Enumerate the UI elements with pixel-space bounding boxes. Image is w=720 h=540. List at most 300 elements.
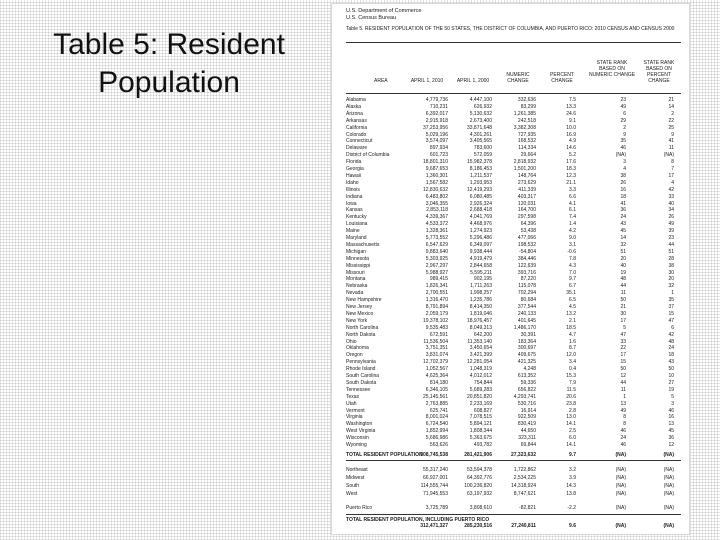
table-cell: 71,945,553 xyxy=(422,490,448,497)
grand-total-label: TOTAL RESIDENT POPULATION, INCLUDING PUERTO RICO xyxy=(346,516,490,523)
table-cell: 6,080,485 xyxy=(469,193,492,200)
table-cell: 6.6 xyxy=(569,193,576,200)
table-cell: Rhode Island xyxy=(346,366,376,373)
table-cell: (NA) xyxy=(615,474,626,481)
table-cell: 5,595,211 xyxy=(470,269,492,276)
table-cell: (NA) xyxy=(615,504,626,511)
table-cell: 168,532 xyxy=(517,138,536,145)
table-cell: 4,041,769 xyxy=(469,214,492,221)
table-cell: 13.0 xyxy=(566,414,576,421)
table-cell: 377,544 xyxy=(517,304,536,310)
table-cell: 11,536,504 xyxy=(423,338,448,345)
table-cell: 20.6 xyxy=(566,393,576,400)
table-cell: 6.7 xyxy=(569,283,576,290)
table-cell: 4,339,367 xyxy=(425,214,448,221)
table-cell: 297,598 xyxy=(517,214,536,221)
table-cell: Puerto Rico xyxy=(346,504,373,511)
table-cell: 1,486,170 xyxy=(513,324,536,331)
table-cell: 563,626 xyxy=(429,442,448,448)
table-cell: 0.4 xyxy=(569,366,576,373)
table-cell: Tennessee xyxy=(346,386,371,393)
table-cell: 1.6 xyxy=(569,338,576,345)
table-cell: 9.6 xyxy=(569,522,576,529)
table-cell: 702,294 xyxy=(517,290,536,297)
table-cell: 3,808,610 xyxy=(469,504,492,511)
table-cell: 1,328,361 xyxy=(425,228,448,235)
table-cell: 3.3 xyxy=(569,186,576,193)
table-cell: 9,938,444 xyxy=(469,248,492,255)
table-cell: 672,591 xyxy=(429,331,448,338)
table-cell: Iowa xyxy=(346,200,357,207)
table-cell: 285,230,516 xyxy=(464,522,492,529)
table-cell: 12 xyxy=(668,442,674,448)
table-cell: Arkansas xyxy=(346,117,367,124)
table-cell: 2,763,885 xyxy=(425,400,448,407)
table-cell: 6 xyxy=(671,324,674,331)
col-header-numeric-change: NUMERIC CHANGE xyxy=(506,72,530,84)
table-cell: 530,716 xyxy=(517,400,536,407)
table-cell: 87,220 xyxy=(520,276,536,283)
table-cell: 1,261,385 xyxy=(513,110,536,117)
table-cell: 48 xyxy=(668,338,674,345)
table-cell: 29,664 xyxy=(520,152,536,159)
table-cell: 332,636 xyxy=(517,97,536,103)
table-cell: 11,353,140 xyxy=(467,338,492,345)
table-cell: 9 xyxy=(671,131,674,138)
table-cell: 1,567,582 xyxy=(425,179,448,186)
table-cell: 1,048,319 xyxy=(469,366,492,373)
table-cell: 2,059,179 xyxy=(425,310,448,317)
table-cell: 4.9 xyxy=(569,138,576,145)
table-cell: 3,421,399 xyxy=(469,352,492,359)
table-cell: 114,334 xyxy=(518,145,536,152)
table-cell: 4 xyxy=(671,179,674,186)
table-cell: Alaska xyxy=(346,103,362,110)
table-cell: 20,851,820 xyxy=(466,393,492,400)
table-cell: 15 xyxy=(668,310,674,317)
table-cell: 18,976,457 xyxy=(466,317,492,324)
table-cell: 4,293,741 xyxy=(513,393,536,400)
table-cell: 2,233,169 xyxy=(469,400,492,407)
table-cell: 11 xyxy=(668,145,674,152)
table-cell: 13.8 xyxy=(566,490,576,497)
table-cell: 3,751,351 xyxy=(425,345,448,352)
table-cell: 122,639 xyxy=(517,262,536,269)
table-cell: Texas xyxy=(346,393,360,400)
table-cell: 47 xyxy=(668,317,674,324)
table-cell: 33,871,648 xyxy=(466,124,492,131)
table-cell: 9.0 xyxy=(569,235,576,241)
table-cell: 9.7 xyxy=(569,451,576,458)
table-cell: 14 xyxy=(620,235,626,241)
table-cell: 1,211,537 xyxy=(470,172,492,179)
table-cell: Arizona xyxy=(346,110,363,117)
table-cell: 11 xyxy=(620,290,626,297)
table-cell: 15.3 xyxy=(566,373,576,379)
table-cell: 24.6 xyxy=(566,110,576,117)
table-cell: 42 xyxy=(668,331,674,338)
table-cell: 3.9 xyxy=(569,474,576,481)
bureau-name: U.S. Census Bureau xyxy=(346,15,397,21)
table-cell: 4,533,372 xyxy=(425,221,448,228)
table-cell: 17 xyxy=(668,172,674,179)
table-cell: 16.9 xyxy=(566,131,576,138)
table-cell: 1 xyxy=(671,290,674,297)
table-cell: 17.6 xyxy=(566,159,576,166)
col-header-rank-percent: STATE RANK BASED ON PERCENT CHANGE xyxy=(643,60,675,84)
table-cell: Mississippi xyxy=(346,262,371,269)
table-cell: 3.2 xyxy=(569,466,576,473)
table-cell: 2 xyxy=(623,124,626,131)
table-cell: 12.0 xyxy=(566,352,576,359)
table-cell: 989,415 xyxy=(429,276,448,283)
table-cell: 44 xyxy=(668,241,674,248)
table-cell: 3 xyxy=(671,400,674,407)
agency-name: U.S. Department of Commerce xyxy=(346,8,422,14)
table-cell: 5,689,283 xyxy=(469,386,492,393)
table-cell: 3 xyxy=(623,159,626,166)
table-cell: 4,301,261 xyxy=(469,131,492,138)
table-cell: 21 xyxy=(620,304,626,310)
table-cell: 477,066 xyxy=(517,235,536,241)
table-cell: 8,747,621 xyxy=(513,490,536,497)
table-cell: 28 xyxy=(668,255,674,262)
table-cell: 36 xyxy=(620,207,626,214)
table-cell: 46 xyxy=(620,145,626,152)
table-cell: 8,186,453 xyxy=(469,166,492,172)
section-rule xyxy=(346,514,681,515)
table-cell: 5,894,121 xyxy=(469,421,492,428)
table-cell: 2,673,400 xyxy=(469,117,492,124)
table-cell: 30 xyxy=(668,269,674,276)
table-cell: 19 xyxy=(668,386,674,393)
table-cell: 34 xyxy=(668,207,674,214)
table-cell: Illinois xyxy=(346,186,360,193)
table-cell: 45 xyxy=(620,228,626,235)
table-cell: 12,702,379 xyxy=(422,359,448,366)
table-cell: 17 xyxy=(620,317,626,324)
table-cell: 642,200 xyxy=(473,331,492,338)
table-cell: 754,844 xyxy=(473,379,492,386)
table-cell: 1,998,257 xyxy=(469,290,492,297)
table-cell: Washington xyxy=(346,421,373,428)
table-cell: 4 xyxy=(623,166,626,172)
table-cell: 47 xyxy=(620,331,626,338)
col-header-rank-numeric: STATE RANK BASED ON NUMERIC CHANGE xyxy=(588,60,636,78)
table-row xyxy=(346,475,686,482)
table-cell: South Dakota xyxy=(346,379,377,386)
table-cell: District of Columbia xyxy=(346,152,390,159)
table-cell: 5,686,986 xyxy=(425,435,448,442)
table-cell: 5,303,925 xyxy=(425,255,448,262)
table-cell: 3.4 xyxy=(569,359,576,366)
table-cell: 45 xyxy=(668,428,674,435)
table-cell: 613,352 xyxy=(517,373,536,379)
table-cell: 12,281,054 xyxy=(466,359,492,366)
table-cell: 50 xyxy=(620,366,626,373)
table-cell: 12,419,293 xyxy=(466,186,492,193)
table-cell: 8 xyxy=(623,421,626,428)
table-cell: 164,700 xyxy=(517,207,536,214)
table-cell: 9.1 xyxy=(569,117,576,124)
table-cell: (NA) xyxy=(615,451,626,458)
table-cell: Louisiana xyxy=(346,221,368,228)
table-cell: 41 xyxy=(620,200,626,207)
table-cell: 29 xyxy=(620,117,626,124)
table-cell: 1,052,567 xyxy=(425,366,448,373)
table-cell: 1,501,200 xyxy=(513,166,536,172)
slide-title: Table 5: Resident Population xyxy=(53,28,285,99)
table-cell: Indiana xyxy=(346,193,363,200)
table-row xyxy=(346,505,686,512)
table-cell: 902,195 xyxy=(473,276,492,283)
table-caption: Table 5. RESIDENT POPULATION OF THE 50 STATES, THE DISTRICT OF COLUMBIA, AND PUERTO RICO: 2010 CENSUS AND CENSUS 2000 xyxy=(346,26,675,32)
table-cell: 16,914 xyxy=(520,407,536,414)
table-cell: 13 xyxy=(620,400,626,407)
table-cell: 21 xyxy=(668,97,674,103)
table-cell: (NA) xyxy=(663,504,674,511)
table-cell: 6,483,802 xyxy=(425,193,448,200)
table-cell: 6,724,540 xyxy=(425,421,448,428)
table-cell: 384,446 xyxy=(517,255,536,262)
table-cell: 24 xyxy=(620,435,626,442)
table-cell: 2 xyxy=(671,110,674,117)
table-cell: 5,773,552 xyxy=(425,235,448,241)
table-cell: Nevada xyxy=(346,290,364,297)
table-cell: 5.2 xyxy=(569,152,576,159)
table-cell: (NA) xyxy=(663,474,674,481)
table-cell: 83,299 xyxy=(520,103,536,110)
table-cell: 401,645 xyxy=(517,317,536,324)
table-cell: 44 xyxy=(620,379,626,386)
table-cell: 18.3 xyxy=(566,166,576,172)
table-cell: 922,509 xyxy=(517,414,536,421)
table-cell: 4,012,012 xyxy=(469,373,492,379)
table-cell: -2.2 xyxy=(567,504,576,511)
table-cell: Kentucky xyxy=(346,214,367,221)
table-cell: (NA) xyxy=(663,482,674,489)
table-cell: Montana xyxy=(346,276,366,283)
table-cell: 3,382,308 xyxy=(513,124,536,131)
table-cell: 2,915,918 xyxy=(425,117,448,124)
table-cell: 1,316,470 xyxy=(425,297,448,304)
table-cell: 59,336 xyxy=(520,379,536,386)
table-cell: 5,988,927 xyxy=(425,269,448,276)
table-cell: Michigan xyxy=(346,248,367,255)
table-cell: 300,697 xyxy=(517,345,536,352)
table-cell: 4.1 xyxy=(569,200,576,207)
caption-rule xyxy=(346,42,681,43)
table-cell: Delaware xyxy=(346,145,368,152)
table-cell: 46 xyxy=(620,428,626,435)
table-cell: 4.2 xyxy=(569,228,576,235)
table-cell: 32 xyxy=(668,283,674,290)
table-cell: 50 xyxy=(620,297,626,304)
table-cell: 626,932 xyxy=(473,103,492,110)
table-cell: 114,555,744 xyxy=(420,482,448,489)
table-cell: Midwest xyxy=(346,474,365,481)
table-cell: 4.3 xyxy=(569,262,576,269)
table-cell: 115,078 xyxy=(518,283,536,290)
table-cell: 26 xyxy=(620,179,626,186)
table-cell: 30 xyxy=(620,310,626,317)
table-cell: -54,804 xyxy=(519,248,536,255)
table-cell: 1.4 xyxy=(569,221,576,228)
table-cell: 41 xyxy=(668,138,674,145)
table-cell: (NA) xyxy=(615,152,626,159)
table-cell: 710,231 xyxy=(429,103,448,110)
table-cell: 40 xyxy=(668,200,674,207)
table-cell: 55,317,240 xyxy=(422,466,448,473)
table-cell: 14,318,924 xyxy=(510,482,536,489)
table-cell: Utah xyxy=(346,400,357,407)
table-cell: 69,844 xyxy=(520,442,536,448)
table-cell: (NA) xyxy=(615,522,626,529)
table-cell: 17 xyxy=(620,352,626,359)
table-cell: 2,688,418 xyxy=(469,207,492,214)
table-cell: North Dakota xyxy=(346,331,376,338)
table-cell: 5,130,632 xyxy=(469,110,492,117)
table-cell: 19,378,102 xyxy=(422,317,448,324)
table-cell: 2,967,297 xyxy=(425,262,448,269)
table-cell: 12,830,632 xyxy=(422,186,448,193)
table-cell: 11 xyxy=(620,386,626,393)
table-cell: 9 xyxy=(623,131,626,138)
table-cell: 7.4 xyxy=(569,214,576,221)
table-cell: 16 xyxy=(668,414,674,421)
table-cell: 39 xyxy=(668,228,674,235)
table-cell: 4,248 xyxy=(523,366,536,373)
table-cell: 601,723 xyxy=(429,152,448,159)
table-cell: 7.5 xyxy=(569,97,576,103)
table-cell: 4,447,100 xyxy=(469,97,492,103)
table-cell: 4,779,736 xyxy=(425,97,448,103)
table-cell: Idaho xyxy=(346,179,359,186)
table-cell: 3,405,565 xyxy=(469,138,492,145)
table-cell: 273,629 xyxy=(517,179,536,186)
table-cell: 25 xyxy=(668,124,674,131)
table-cell: 3,450,654 xyxy=(469,345,492,352)
table-cell: 18 xyxy=(668,352,674,359)
table-cell: 7.0 xyxy=(569,269,576,276)
table-cell: 5 xyxy=(671,393,674,400)
table-cell: Virginia xyxy=(346,414,363,421)
table-cell: Georgia xyxy=(346,166,364,172)
table-cell: 25,145,561 xyxy=(422,393,448,400)
table-cell: 198,532 xyxy=(517,241,536,248)
table-cell: 2.5 xyxy=(569,428,576,435)
table-cell: 16 xyxy=(620,186,626,193)
table-cell: 36 xyxy=(668,435,674,442)
table-cell: 24 xyxy=(668,345,674,352)
table-cell: 4.7 xyxy=(569,331,576,338)
table-cell: 64,396 xyxy=(520,221,536,228)
table-cell: 53,594,378 xyxy=(466,466,492,473)
table-cell: 240,133 xyxy=(517,310,536,317)
table-cell: 8 xyxy=(623,414,626,421)
table-cell: 493,782 xyxy=(473,442,492,448)
table-cell: 727,935 xyxy=(517,131,536,138)
table-cell: 625,741 xyxy=(429,407,448,414)
table-cell: 7,078,515 xyxy=(469,414,492,421)
table-cell: Kansas xyxy=(346,207,363,214)
table-cell: 1,360,301 xyxy=(425,172,448,179)
table-cell: 49 xyxy=(620,407,626,414)
table-cell: Maine xyxy=(346,228,360,235)
table-cell: 1,274,923 xyxy=(469,228,492,235)
table-cell: 49 xyxy=(620,103,626,110)
table-row xyxy=(346,491,686,498)
table-cell: 1,235,786 xyxy=(469,297,492,304)
table-cell: 120,031 xyxy=(517,200,536,207)
table-cell: 30,391 xyxy=(520,331,536,338)
table-cell: 7.8 xyxy=(569,255,576,262)
table-cell: -82,821 xyxy=(519,504,536,511)
table-cell: Maryland xyxy=(346,235,367,241)
table-cell: 38 xyxy=(668,262,674,269)
table-cell: 7.9 xyxy=(569,379,576,386)
table-cell: Colorado xyxy=(346,131,367,138)
table-cell: 38 xyxy=(620,172,626,179)
table-cell: 1 xyxy=(623,393,626,400)
table-cell: 20 xyxy=(668,276,674,283)
table-row xyxy=(346,442,686,449)
table-cell: 656,822 xyxy=(517,386,536,393)
col-header-2010: APRIL 1, 2010 xyxy=(410,78,444,84)
table-cell: Pennsylvania xyxy=(346,359,376,366)
table-cell: 6,346,105 xyxy=(425,386,448,393)
table-cell: 4.5 xyxy=(569,304,576,310)
table-cell: Hawaii xyxy=(346,172,362,179)
table-cell: 14.1 xyxy=(566,442,576,448)
table-cell: 23 xyxy=(620,97,626,103)
table-cell: 393,716 xyxy=(517,269,536,276)
table-cell: 323,311 xyxy=(518,435,536,442)
table-cell: 37,253,956 xyxy=(422,124,448,131)
table-cell: Oregon xyxy=(346,352,363,359)
table-cell: 4,919,479 xyxy=(469,255,492,262)
table-cell: 14.6 xyxy=(566,145,576,152)
table-cell: 10.0 xyxy=(566,124,576,131)
table-cell: 43 xyxy=(668,359,674,366)
table-cell: 281,421,906 xyxy=(464,451,492,458)
table-cell: Connecticut xyxy=(346,138,373,145)
table-cell: 44,650 xyxy=(520,428,536,435)
table-cell: 13.2 xyxy=(566,310,576,317)
table-cell: 23.8 xyxy=(566,400,576,407)
table-cell: 6.5 xyxy=(569,297,576,304)
table-cell: 8.7 xyxy=(569,345,576,352)
table-cell: South xyxy=(346,482,360,489)
table-cell: Minnesota xyxy=(346,255,370,262)
table-cell: 242,518 xyxy=(517,117,536,124)
table-cell: 3,046,355 xyxy=(425,200,448,207)
table-cell: (NA) xyxy=(615,490,626,497)
table-cell: 5,296,486 xyxy=(469,235,492,241)
table-cell: 35 xyxy=(620,138,626,145)
table-cell: 1,711,263 xyxy=(470,283,492,290)
table-cell: 421,325 xyxy=(517,359,536,366)
table-cell: Wisconsin xyxy=(346,435,369,442)
table-cell: Wyoming xyxy=(346,442,367,448)
header-rule xyxy=(346,93,681,94)
table-cell: 37 xyxy=(668,304,674,310)
table-cell: 32 xyxy=(620,241,626,248)
table-cell: 27,323,632 xyxy=(510,451,536,458)
table-cell: 2,534,225 xyxy=(513,474,536,481)
table-cell: 14.1 xyxy=(566,421,576,428)
table-cell: 40 xyxy=(620,262,626,269)
